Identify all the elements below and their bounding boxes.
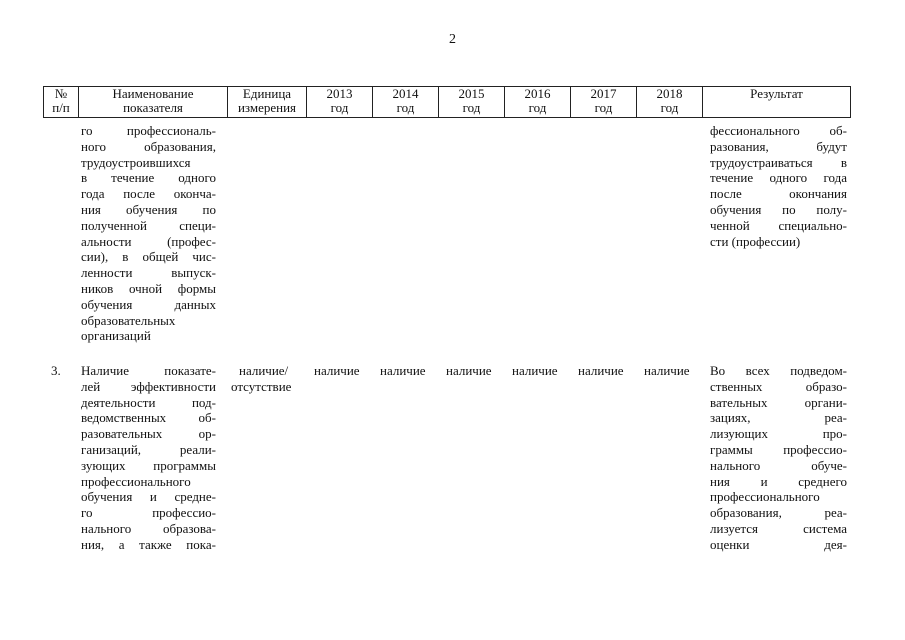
page-number: 2	[449, 32, 456, 47]
header-indicator-name: Наименование показателя	[79, 87, 228, 118]
header-number: № п/п	[44, 87, 79, 118]
continued-row-indicator-name: го профессиональ- ного образования, трудоустроившихся в течение одного года после оконча- ния обучения по полученной специ- альности (профес- сии), в общей чис- ленности выпуск- ников очной формы обучения данных образовательных организаций	[81, 123, 216, 344]
row-3-value-2013: наличие	[314, 363, 360, 378]
continued-row-result: фессионального об- разования, будут трудоустраиваться в течение одного года после окончания обучения по полу- ченной специально- сти (профессии)	[710, 123, 847, 249]
header-year-2013: 2013 год	[307, 87, 373, 118]
header-year-2018: 2018 год	[637, 87, 703, 118]
header-year-2017: 2017 год	[571, 87, 637, 118]
row-3-value-2014: наличие	[380, 363, 426, 378]
row-3-unit: наличие/ отсутствие	[231, 363, 292, 394]
header-year-2016: 2016 год	[505, 87, 571, 118]
row-3-result: Во всех подведом- ственных образо- вательных органи- зациях, реа- лизующих про- граммы профессио- нального обуче- ния и среднего профессионального образования, реа- лизуется система оценки дея-	[710, 363, 847, 552]
row-3-indicator-name: Наличие показате- лей эффективности деятельности под- ведомственных об- разовательных ор- ганизаций, реали- зующих программы профессионального обучения и средне- го профессио- нального образова- ния, а также пока-	[81, 363, 216, 552]
row-3-number: 3.	[51, 363, 61, 378]
row-3-value-2015: наличие	[446, 363, 492, 378]
row-3-value-2016: наличие	[512, 363, 558, 378]
table-header	[43, 86, 851, 118]
row-3-value-2017: наличие	[578, 363, 624, 378]
header-year-2015: 2015 год	[439, 87, 505, 118]
header-year-2014: 2014 год	[373, 87, 439, 118]
header-unit: Единица измерения	[228, 87, 307, 118]
header-result: Результат	[703, 87, 851, 118]
row-3-value-2018: наличие	[644, 363, 690, 378]
